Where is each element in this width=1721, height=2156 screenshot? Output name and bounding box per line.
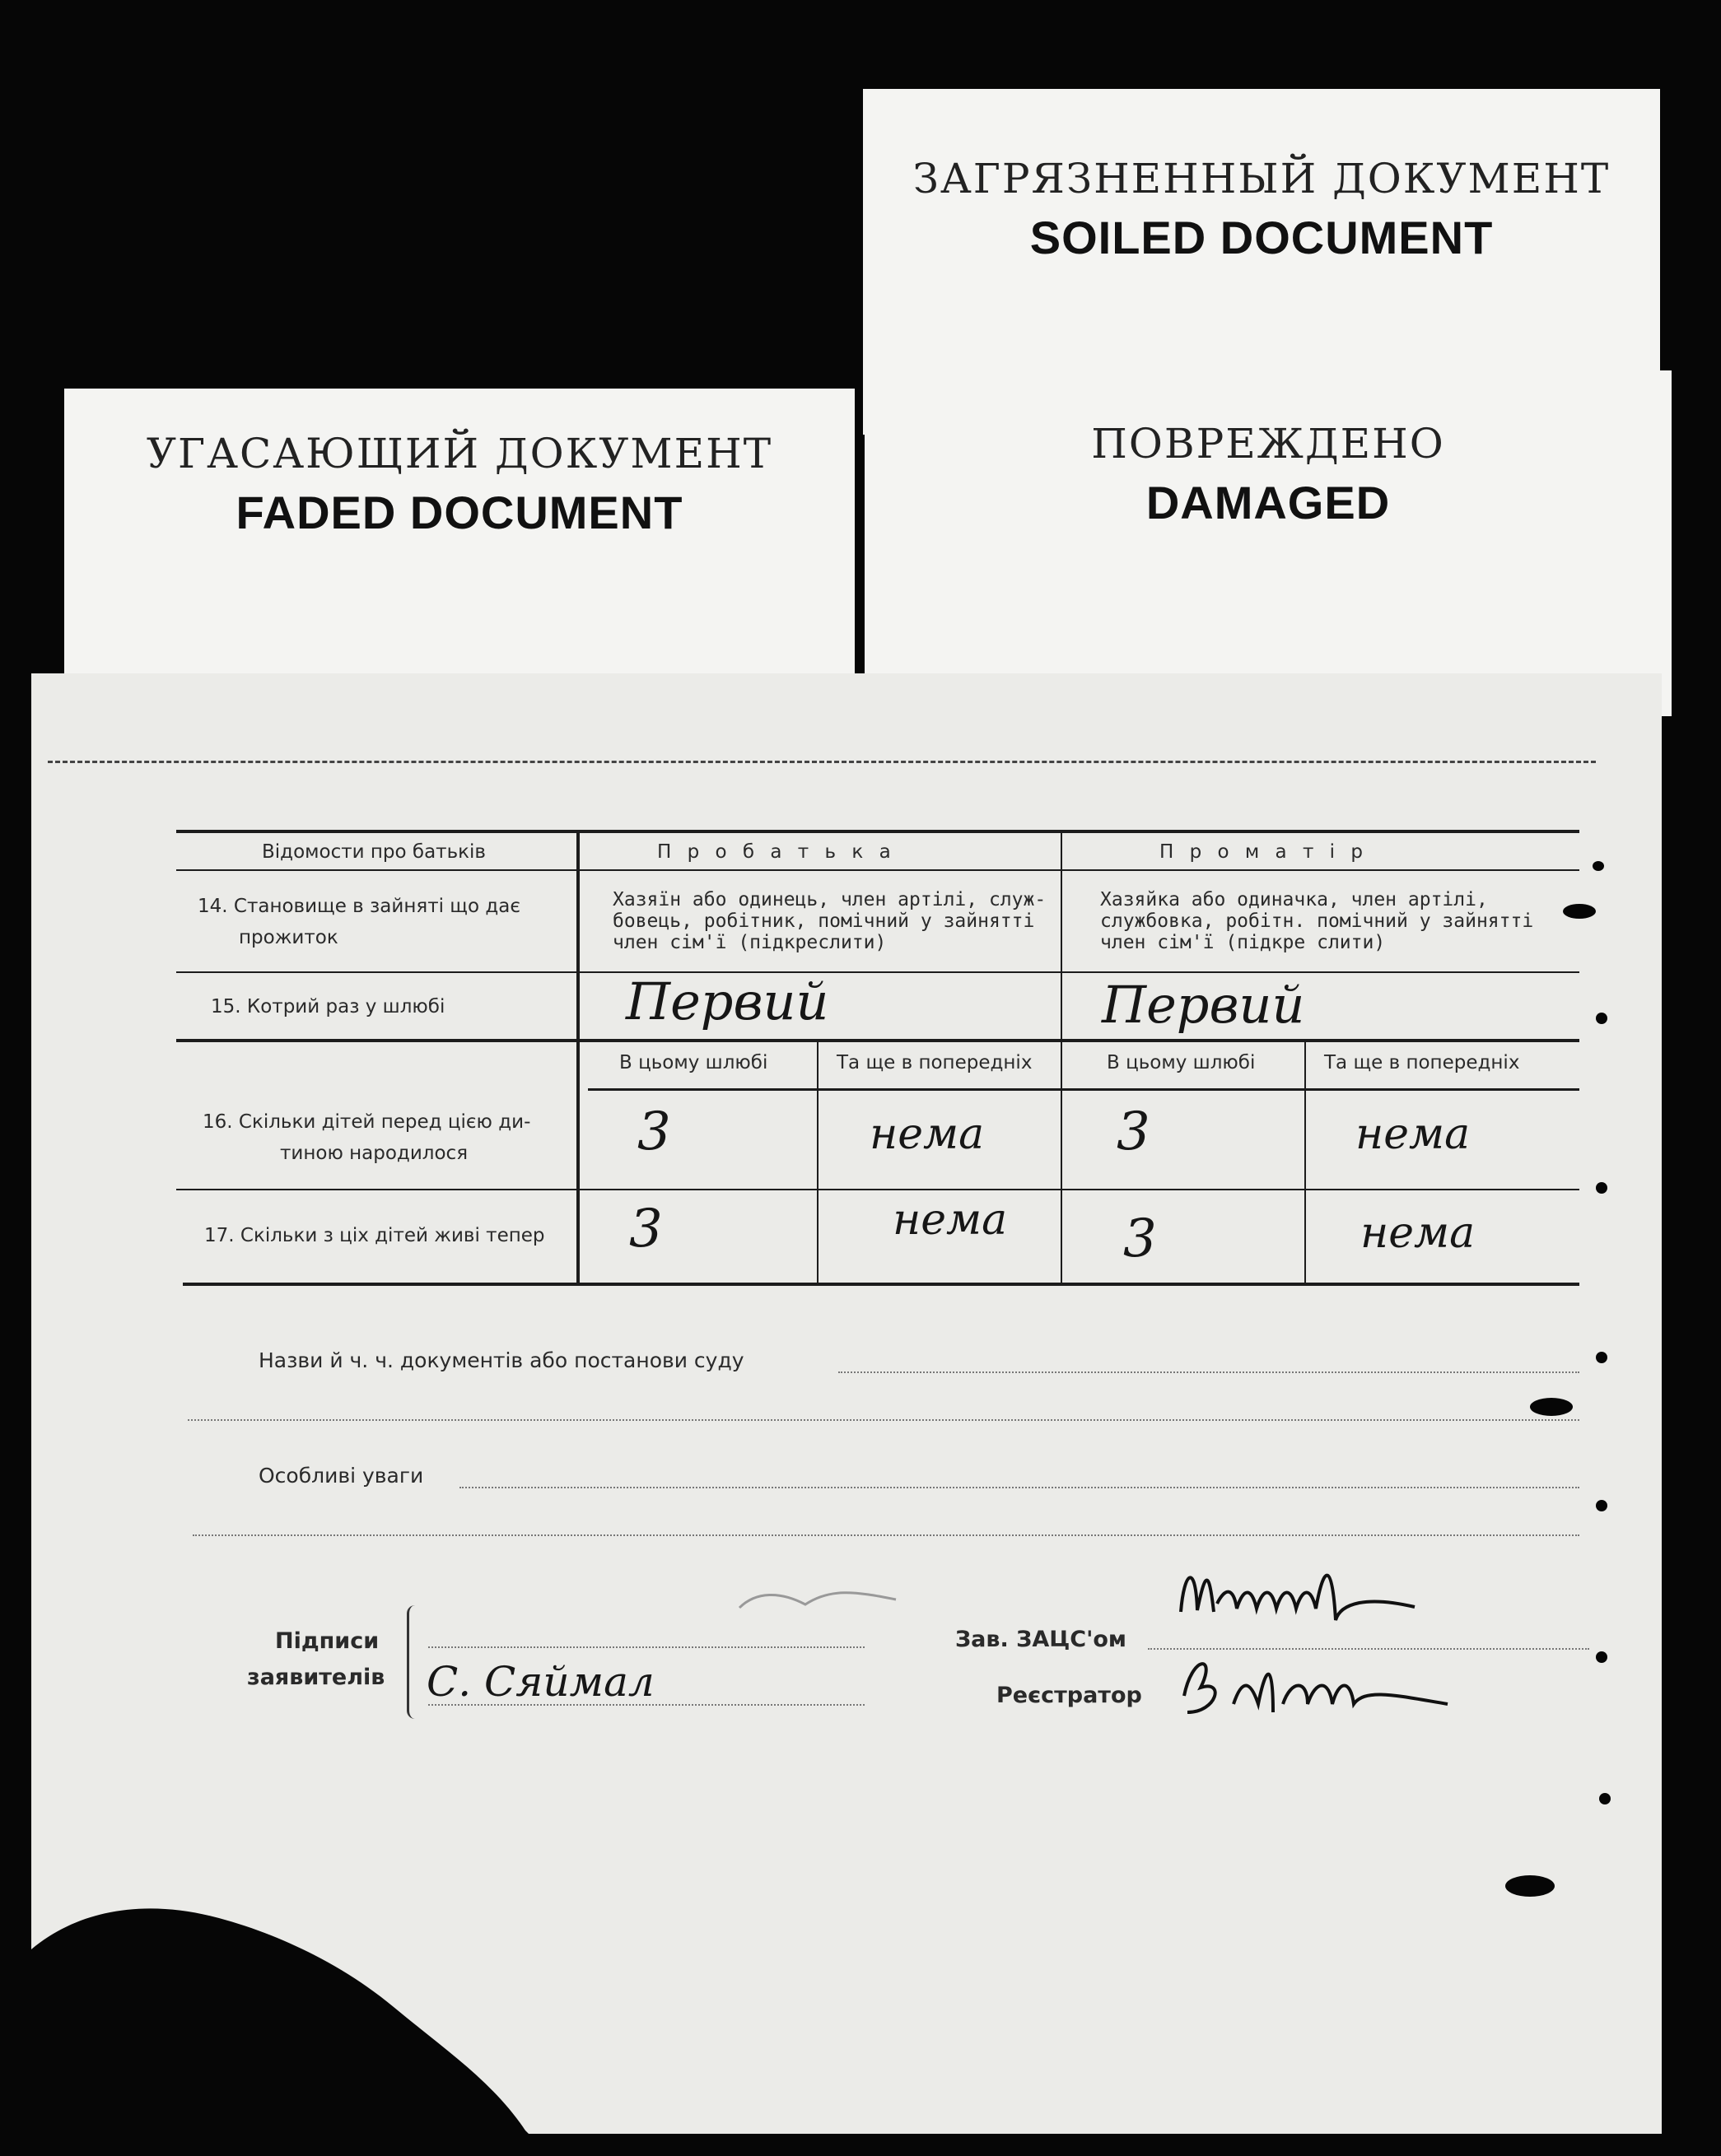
damage-spot (1505, 1875, 1555, 1897)
documents-field-line (188, 1419, 1579, 1421)
applicants-label: Підписи (275, 1628, 380, 1654)
row14-father-options: Хазяїн або одинець, член артілі, служ- бовець, робітник, помічний у зайнятті член сім'ї (підкреслити) (613, 889, 1047, 953)
table-top-rule (176, 830, 1579, 833)
punch-hole (1596, 1352, 1607, 1363)
row16-mother-previous: нема (1355, 1110, 1471, 1159)
row14-label-cont: прожиток (239, 927, 338, 948)
header-about-mother: П р о м а т і р (1159, 841, 1368, 863)
registrar-signature-scribble (1168, 1646, 1464, 1737)
faded-card-en-title: FADED DOCUMENT (236, 487, 683, 538)
punch-hole (1593, 861, 1604, 871)
faded-card-ru-title: УГАСАЮЩИЙ ДОКУМЕНТ (146, 430, 773, 477)
punch-hole (1596, 1182, 1607, 1194)
soiled-card-ru-title: ЗАГРЯЗНЕННЫЙ ДОКУМЕНТ (912, 155, 1611, 203)
row16-father-current: 3 (637, 1101, 671, 1162)
damage-spot (1530, 1398, 1573, 1416)
torn-corner (31, 1884, 608, 2147)
punch-hole (1596, 1013, 1607, 1024)
head-of-registry-label: Зав. ЗАЦС'ом (955, 1627, 1126, 1652)
header-parents-info: Відомости про батьків (262, 841, 486, 863)
header-about-father: П р о б а т ь к а (657, 841, 896, 863)
row14-mother-options: Хазяйка або одиначка, член артілі, службовка, робітн. помічний у зайнятті член сім'ї (підкре слити) (1100, 889, 1534, 953)
row14-label: 14. Становище в зайняті що дає (198, 896, 520, 917)
row16-label: 16. Скільки дітей перед цією ди- (203, 1111, 531, 1133)
row17-father-current: 3 (629, 1199, 663, 1260)
documents-label: Назви й ч. ч. документів або постанови суду (259, 1348, 744, 1372)
punch-hole (1599, 1793, 1611, 1804)
damage-spot (1563, 904, 1596, 919)
faint-stamp-mark (731, 1575, 929, 1624)
row15-label: 15. Котрий раз у шлюбі (211, 996, 445, 1017)
subheader-mother-current: В цьому шлюбі (1107, 1052, 1256, 1073)
subheader-father-current: В цьому шлюбі (619, 1052, 768, 1073)
row17-mother-current: 3 (1123, 1208, 1157, 1269)
row17-father-previous: нема (893, 1195, 1008, 1245)
applicants-label-cont: заявителів (247, 1665, 385, 1690)
row15-father-value: Первий (626, 971, 829, 1031)
punch-hole (1596, 1500, 1607, 1511)
row15-mother-value: Первий (1102, 975, 1305, 1035)
row17-mother-previous: нема (1360, 1208, 1476, 1258)
applicants-bracket (407, 1605, 422, 1719)
row16-father-previous: нема (870, 1110, 985, 1159)
remarks-field-line (459, 1487, 1579, 1488)
damaged-card-en-title: DAMAGED (1145, 477, 1391, 529)
applicant-signature: С. Сяймал (427, 1658, 655, 1706)
registrar-label: Реєстратор (996, 1683, 1142, 1708)
row16-mother-current: 3 (1117, 1101, 1150, 1162)
damaged-card-ru-title: ПОВРЕЖДЕНО (1091, 420, 1445, 468)
form-page (31, 673, 1662, 2134)
damaged-document-card (865, 370, 1672, 716)
row17-label: 17. Скільки з ціх дітей живі тепер (204, 1225, 545, 1246)
head-signature-scribble (1168, 1554, 1448, 1653)
perforation-line (48, 761, 1596, 763)
punch-hole (1596, 1651, 1607, 1663)
table-bottom-rule (183, 1283, 1579, 1286)
soiled-card-en-title: SOILED DOCUMENT (1029, 212, 1494, 263)
remarks-label: Особливі уваги (259, 1464, 424, 1488)
row16-label-cont: тиною народилося (280, 1143, 469, 1164)
subheader-father-previous: Та ще в попередніх (837, 1052, 1033, 1073)
subheader-mother-previous: Та ще в попередніх (1324, 1052, 1520, 1073)
